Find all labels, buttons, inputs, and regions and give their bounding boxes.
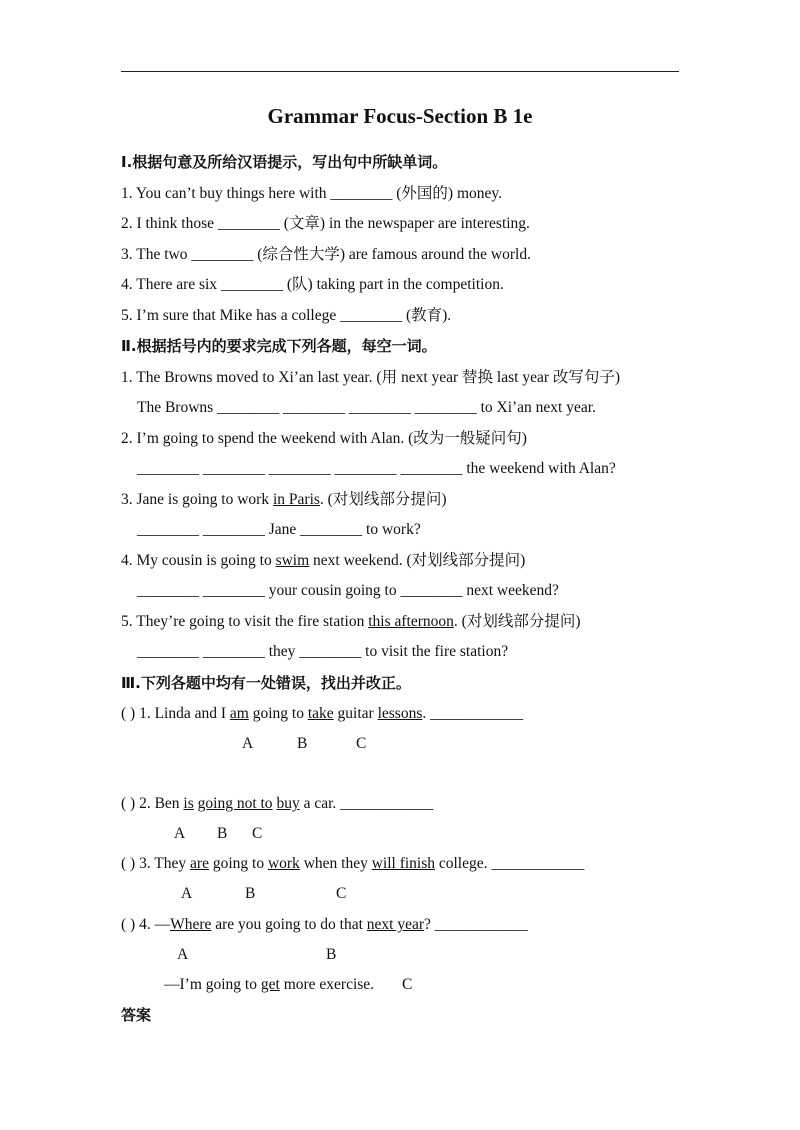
sec3-q3: ( ) 3. They are going to work when they will finish college. ____________ bbox=[121, 855, 585, 872]
sec2-q5-answer: ________ ________ they ________ to visit the fire station? bbox=[137, 643, 509, 660]
sec2-q1-answer: The Browns ________ ________ ________ ________ to Xi’an next year. bbox=[137, 399, 596, 416]
option-letter-b: B bbox=[297, 735, 308, 752]
sec3-q4: ( ) 4. —Where are you going to do that next year? ____________ bbox=[121, 916, 528, 933]
option-letter-a: A bbox=[174, 825, 186, 842]
section-2-heading: Ⅱ.根据括号内的要求完成下列各题，每空一词。 bbox=[121, 337, 437, 355]
sec2-q2: 2. I’m going to spend the weekend with Alan. (改为一般疑问句) bbox=[121, 430, 527, 447]
sec1-item-3: 3. The two ________ (综合性大学) are famous around the world. bbox=[121, 246, 531, 263]
section-1-heading: Ⅰ.根据句意及所给汉语提示，写出句中所缺单词。 bbox=[121, 153, 448, 171]
underlined-phrase: in Paris bbox=[272, 491, 320, 508]
sec2-q4-answer: ________ ________ your cousin going to ________ next weekend? bbox=[137, 582, 559, 599]
top-rule bbox=[121, 71, 679, 72]
option-letter-b: B bbox=[245, 885, 256, 902]
option-letter-c: C bbox=[356, 735, 367, 752]
section-3-heading: Ⅲ.下列各题中均有一处错误，找出并改正。 bbox=[121, 674, 411, 692]
sec2-q1: 1. The Browns moved to Xi’an last year. (用 next year 替换 last year 改写句子) bbox=[121, 369, 621, 386]
option-letter-a: A bbox=[177, 946, 189, 963]
sec2-q5: 5. They’re going to visit the fire station this afternoon. (对划线部分提问) bbox=[121, 613, 581, 630]
sec3-q4-reply: —I’m going to get more exercise. bbox=[164, 976, 375, 993]
underlined-phrase: this afternoon bbox=[368, 613, 454, 630]
sec2-q3: 3. Jane is going to work in Paris. (对划线部分提问) bbox=[121, 491, 447, 508]
sec1-item-1: 1. You can’t buy things here with ________ (外国的) money. bbox=[121, 185, 503, 202]
sec1-item-4: 4. There are six ________ (队) taking part in the competition. bbox=[121, 276, 504, 293]
page-title: Grammar Focus-Section B 1e bbox=[267, 104, 533, 128]
option-letter-b: B bbox=[326, 946, 337, 963]
sec2-q4: 4. My cousin is going to swim next weekend. (对划线部分提问) bbox=[121, 552, 526, 569]
sec3-q1: ( ) 1. Linda and I am going to take guitar lessons. ____________ bbox=[121, 705, 524, 722]
answer-heading: 答案 bbox=[121, 1006, 152, 1024]
sec2-q2-answer: ________ ________ ________ ________ ________ the weekend with Alan? bbox=[137, 460, 616, 477]
sec3-q2: ( ) 2. Ben is going not to buy a car. ____________ bbox=[121, 795, 434, 812]
option-letter-c: C bbox=[402, 976, 413, 993]
option-letter-c: C bbox=[336, 885, 347, 902]
sec2-q3-answer: ________ ________ Jane ________ to work? bbox=[137, 521, 421, 538]
option-letter-c: C bbox=[252, 825, 263, 842]
sec1-item-2: 2. I think those ________ (文章) in the newspaper are interesting. bbox=[121, 215, 530, 232]
option-letter-a: A bbox=[242, 735, 254, 752]
sec1-item-5: 5. I’m sure that Mike has a college ________ (教育). bbox=[121, 307, 452, 324]
underlined-phrase: swim bbox=[275, 552, 310, 569]
option-letter-a: A bbox=[181, 885, 193, 902]
option-letter-b: B bbox=[217, 825, 228, 842]
